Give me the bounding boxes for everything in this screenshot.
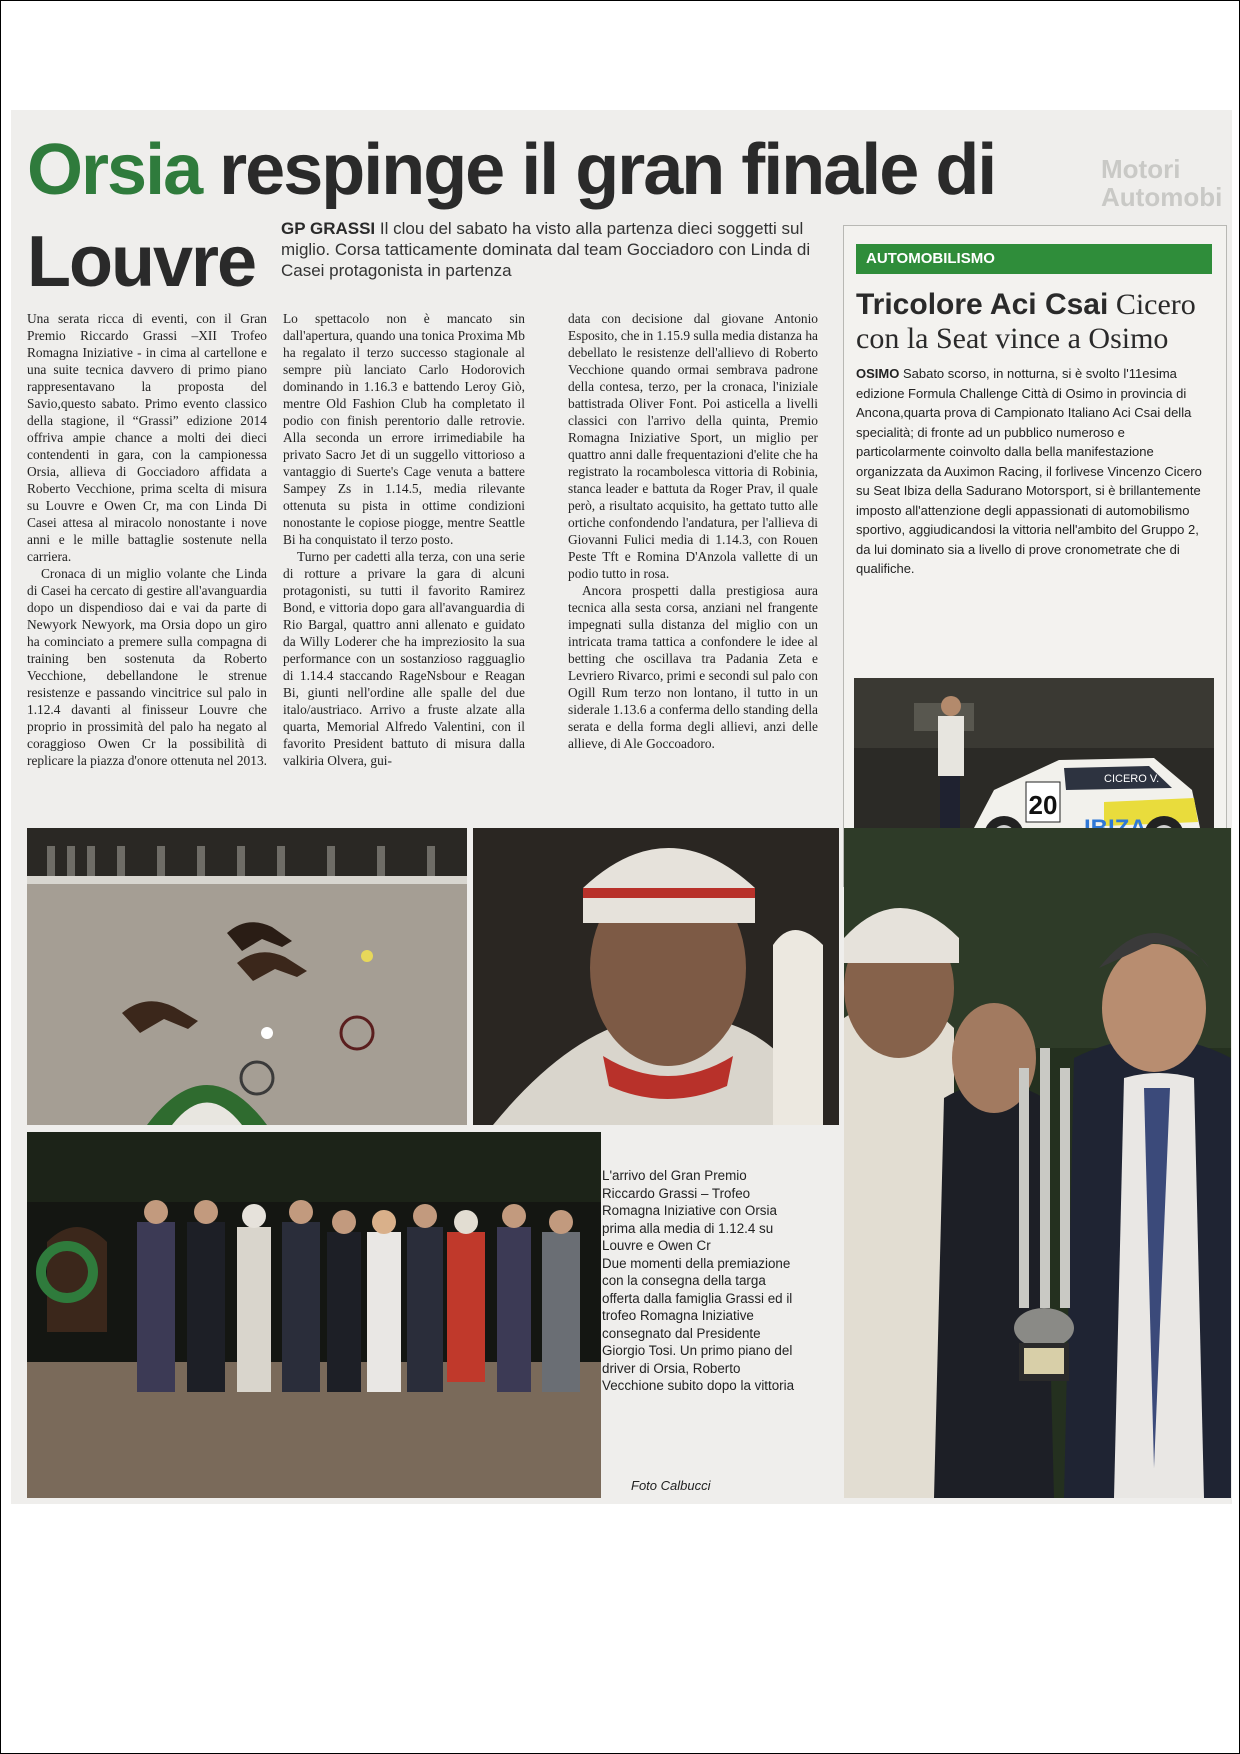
section-tag: AUTOMOBILISMO <box>856 244 1212 274</box>
car-number: 20 <box>1028 790 1058 820</box>
article-column-1 <box>27 310 267 769</box>
article-paragraph: Turno per cadetti alla terza, con una serie di rotture a privare la gara di alcuni protagonisti, su tutti il favorito Ramirez Bond, e vittoria dopo gara all'avanguardia di Rio Bargal, quattro anni allenato e guidato da Willy Loderer che ha impreziosito la sua performance con un sostanzioso ragguaglio di 1.14.4 staccando RageNsbour e Reagan Bi, giunti nell'ordine alle spalle del due italo/austriaco. Arrivo a fruste alzate alla quarta, Memorial Alfredo Valentini, con il favorito President battuto di misura dalla valkiria Olvera, gui- <box>283 549 525 768</box>
headline-highlight: Orsia <box>27 130 202 210</box>
sidebar-text: Sabato scorso, in notturna, si è svolto l'11esima edizione Formula Challenge Città di Osimo in provincia di Ancona,quarta prova di Campionato Italiano Aci Csai della specialità; di fronte ad un pubblico numeroso e particolarmente coinvolto dalla bella manifestazione organizzata da Auximon Racing, il forlivese Vincenzo Cicero su Seat Ibiza della Sadurano Motorsport, si è brillantemente imposto all'attenzione degli appassionati di automobilismo sportivo, aggiudicandosi la vittoria nell'ambito del Gruppo 2, da lui dominato sia a livello di prove cronometrate che di qualifiche. <box>856 366 1202 576</box>
sidebar-title-bold: Tricolore Aci Csai <box>856 288 1109 321</box>
newspaper-clipping <box>11 110 1232 1504</box>
article-paragraph: data con decisione dal giovane Antonio Esposito, che in 1.15.9 sulla media distanza ha debellato le resistenze dell'allievo di Roberto Vecchione quando ormai sembrava padrone della contesa, terzo, per la cronaca, l'iniziale battistrada Oliver Font. Poi asticella a livelli classici con l'arrivo della quinta, Premio Romagna Iniziative Sport, un miglio per quattro anni dalle frequentazioni d'elite che ha registrato la rocambolesca vittoria di Robinia, stanca leader e battuta da Roger Prav, il quale però, a risultato acquisito, ha gettato tutto alle ortiche confondendo l'andatura, per l'allieva di Giovanni Fulici media di 1.14.3, con Rouen Peste Tft e Romina D'Anzola vallette di un podio tutto in rosa. <box>568 311 818 581</box>
deck-kicker: GP GRASSI <box>281 219 376 238</box>
subheadline <box>281 218 841 281</box>
article-paragraph: Una serata ricca di eventi, con il Gran Premio Riccardo Grassi –XII Trofeo Romagna Iniziative - in cima al cartellone e una suite tecnica davvero di primo piano rappresentavano la proposta del Savio,questo sabato. Primo evento classico della stagione, il “Grassi” edizione 2014 offriva ampie chance a molti dei dieci contendenti in gara, con la campionessa Orsia, allieva di Gocciadoro affidata a Roberto Vecchione, prima scelta di misura su Louvre e Owen Cr, ma con Linda Di Casei attesa al miracolo nonostante i nove anni e le mille battaglie sostenute nella carriera. <box>27 311 267 564</box>
award-ceremony-photo <box>27 1132 601 1498</box>
trophy-presentation-photo <box>844 828 1231 1498</box>
article-column-3 <box>568 310 818 752</box>
article-paragraph: Cronaca di un miglio volante che Linda di Casei ha cercato di gestire all'avanguardia dopo un dispendioso dai e vai da parte di Newyork Newyork, ma Orsia dopo un giro ha cominciato a premere sulla compagna di training ben sostenuta da Roberto Vecchione, debellandone le strenue resistenze e passando vincitrice sul palo in 1.12.4 davanti al finisseur Louvre che proprio in prossimità del palo ha negato al coraggioso Owen Cr la possibilità di replicare la piazza d'onore ottenuta nel 2013. <box>27 566 267 768</box>
ceremony-group-illustration <box>27 1132 601 1498</box>
race-finish-photo <box>27 828 467 1125</box>
bleed-through-line: Motori <box>1101 154 1181 184</box>
driver-portrait-illustration <box>473 828 839 1125</box>
headline <box>27 124 1087 216</box>
car-driver-label: CICERO V. <box>1104 773 1160 785</box>
sidebar-title <box>856 288 1216 356</box>
article-paragraph: Lo spettacolo non è mancato sin dall'apertura, quando una tonica Proxima Mb ha regalato il terzo successo stagionale al sempre più lanciato Carlo Hodorovich dominando in 1.16.3 e battendo Leroy Giò, mentre Old Fashion Club ha completato il podio con finish perentorio dalle retrovie. Alla seconda un errore irrimediabile ha privato Sacro Jet di un suggello vittorioso a vantaggio di Suerte's Cage venuta a battere Sampey Zs in 1.14.5, media rilevante ottenuta su pista in ottime condizioni nonostante le copiose piogge, mentre Seattle Bi ha conquistato il terzo posto. <box>283 311 525 547</box>
article-paragraph: Ancora prospetti dalla prestigiosa aura tecnica alla sesta corsa, anziani nel frangente impegnati sulla distanza del miglio con un intricata trama tattica a confondere le idee al betting che oscillava tra Padania Zeta e Levriero Rivarco, primi e secondi sul palo con Ogill Rum terzo non lontano, il tutto in un siderale 1.13.6 a conferma dello standing della serata e della forma degli allievi, anzi delle allieve, di Ale Goccoadoro. <box>568 583 818 751</box>
deck-text: Il clou del sabato ha visto alla partenza dieci soggetti sul miglio. Corsa tatticamente dominata dal team Gocciadoro con Linda di Casei protagonista in partenza <box>281 219 811 280</box>
sidebar-box <box>843 225 1227 887</box>
trophy-illustration <box>844 828 1231 1498</box>
photo-credit: Foto Calbucci <box>631 1478 711 1493</box>
sidebar-body <box>856 364 1214 579</box>
photo-caption: L'arrivo del Gran Premio Riccardo Grassi – Trofeo Romagna Iniziative con Orsia prima alla media di 1.12.4 su Louvre e Owen Cr Due momenti della premiazione con la consegna della targa offerta dalla famiglia Grassi ed il trofeo Romagna Iniziative consegnato dal Presidente Giorgio Tosi. Un primo piano del driver di Orsia, Roberto Vecchione subito dopo la vittoria <box>602 1168 795 1393</box>
bleed-through-text <box>1101 155 1222 211</box>
headline-rest: respinge il gran finale di <box>201 130 996 210</box>
harness-race-illustration <box>27 828 467 1125</box>
article-column-2 <box>283 310 525 769</box>
dateline: OSIMO <box>856 366 900 381</box>
bleed-through-line: Automobi <box>1101 182 1223 212</box>
headline-line2: Louvre <box>27 222 256 302</box>
sidebar-title-rest: Cicero con la Seat vince a Osimo <box>856 288 1196 355</box>
driver-closeup-photo <box>473 828 839 1125</box>
